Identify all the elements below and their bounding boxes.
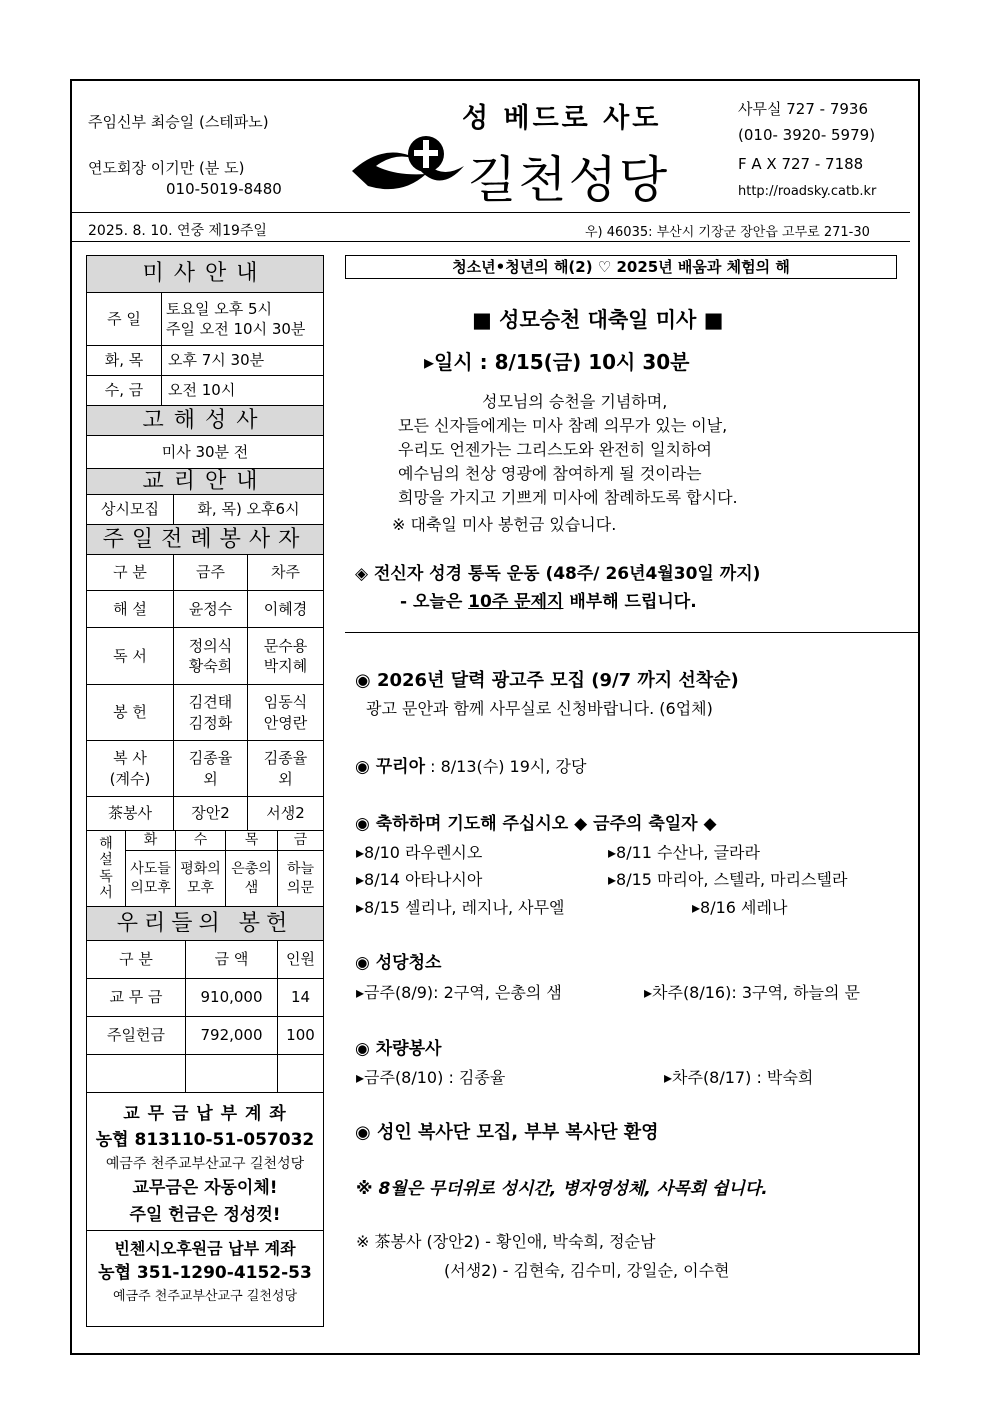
offering-count-sunday: 100 (277, 1016, 323, 1054)
account-title: 교 무 금 납 부 계 좌 (123, 1104, 287, 1124)
august-notice: ※ 8월은 무더위로 성시간, 병자영성체, 사목회 쉽니다. (356, 1179, 768, 1199)
vincent-account-title: 빈첸시오후원금 납부 계좌 (114, 1239, 296, 1258)
offering-empty-cell (185, 1054, 277, 1092)
header-bottom-divider (70, 241, 910, 242)
rosary-day-tue: 화 (125, 830, 175, 850)
offering-header-count: 인원 (277, 940, 323, 978)
servers-header-next: 차주 (247, 554, 323, 590)
rosary-day-thu: 목 (225, 830, 277, 850)
church-subtitle: 성 베드로 사도 (462, 103, 662, 134)
servers-section-title: 주일전례봉사자 (87, 524, 323, 554)
offering-amount-sunday: 792,000 (185, 1016, 277, 1054)
parking-title: ◉ 차량봉사 (355, 1039, 442, 1059)
bible-reading-title: ◈ 전신자 성경 통독 운동 (48주/ 26년4월30일 까지) (355, 564, 761, 584)
confession-time: 미사 30분 전 (87, 435, 323, 468)
rosary-day-wed: 수 (175, 830, 225, 850)
catechism-section-title: 교리안내 (87, 468, 323, 494)
mass-day-tue-thu: 화, 목 (87, 345, 161, 375)
feast-offering-note: ※ 대축일 미사 봉헌금 있습니다. (392, 515, 617, 534)
office-mobile: (010- 3920- 5979) (738, 126, 876, 144)
cleaning-title: ◉ 성당청소 (355, 953, 442, 973)
servers-offertory-next: 임동식 안영란 (247, 684, 323, 740)
servers-commentary-this: 윤정수 (173, 590, 247, 627)
church-address: 우) 46035: 부산시 기장군 장안읍 고무로 271-30 (585, 225, 870, 240)
feastday-item: ▸8/10 라우렌시오 (356, 843, 483, 862)
pastor: 주임신부 최승일 (스테파노) (88, 113, 269, 131)
curia-title: ◉ 꾸리아 (355, 757, 426, 777)
cleaning-next-week: ▸차주(8/16): 3구역, 하늘의 문 (644, 983, 861, 1002)
church-name: 길천성당 (468, 151, 670, 209)
feastday-item: ▸8/14 아타나시아 (356, 870, 483, 889)
servers-altar-next: 김종율 외 (247, 740, 323, 796)
offering-amount-tithe: 910,000 (185, 978, 277, 1016)
offering-header-amount: 금 액 (185, 940, 277, 978)
servers-tea-next: 서생2 (247, 796, 323, 830)
feast-line-3: 우리도 언젠가는 그리스도와 완전히 일치하여 (398, 440, 713, 459)
offering-count-tithe: 14 (277, 978, 323, 1016)
mass-time-wed-fri: 오전 10시 (161, 375, 323, 405)
offering-empty-cell (277, 1054, 323, 1092)
header-divider (70, 212, 910, 213)
bible-worksheet: 10주 문제지 (468, 592, 564, 612)
offering-section-title: 우리들의 봉헌 (87, 906, 323, 940)
offering-empty-row (87, 1054, 185, 1092)
mass-time-sunday: 주일 오전 10시 30분 (166, 320, 306, 338)
rosary-group-tue: 사도들 의모후 (125, 850, 175, 906)
offering-label-sunday: 주일헌금 (87, 1016, 185, 1054)
left-column (86, 255, 324, 1327)
bulletin-date: 2025. 8. 10. 연중 제19주일 (88, 223, 267, 239)
servers-role-altar: 복 사 (계수) (87, 740, 173, 796)
vincent-account-number: 농협 351-1290-4152-53 (98, 1263, 312, 1283)
confession-section-title: 고해성사 (87, 405, 323, 435)
account-number: 농협 813110-51-057032 (95, 1130, 315, 1151)
servers-role-offertory: 봉 헌 (87, 684, 173, 740)
year-theme-banner: 청소년•청년의 해(2) ♡ 2025년 배움과 체험의 해 (345, 255, 897, 279)
servers-role-commentary: 해 설 (87, 590, 173, 627)
calendar-ad-title: ◉ 2026년 달력 광고주 모집 (9/7 까지 선착순) (355, 670, 739, 691)
curia-text: : 8/13(수) 19시, 강당 (425, 757, 587, 776)
servers-commentary-next: 이혜경 (247, 590, 323, 627)
calendar-ad-text: 광고 문안과 함께 사무실로 신청바랍니다. (6업체) (366, 699, 713, 718)
servers-reading-next: 문수용 박지혜 (247, 627, 323, 684)
feastday-item: ▸8/11 수산나, 글라라 (608, 843, 760, 862)
mass-section-title: 미사안내 (87, 256, 323, 292)
feastday-item: ▸8/15 셀리나, 레지나, 사무엘 (356, 898, 565, 917)
council-phone: 010-5019-8480 (166, 180, 282, 198)
feast-line-5: 희망을 가지고 기쁘게 미사에 참례하도록 합시다. (398, 488, 738, 507)
rosary-group-thu: 은총의 샘 (225, 850, 277, 906)
feast-title: ■ 성모승천 대축일 미사 ■ (472, 308, 724, 332)
offering-header-label: 구 분 (87, 940, 185, 978)
servers-role-tea: 茶봉사 (87, 796, 173, 830)
mass-day-wed-fri: 수, 금 (87, 375, 161, 405)
altar-server-recruit: ◉ 성인 복사단 모집, 부부 복사단 환영 (355, 1122, 659, 1143)
vincent-account-holder: 예금주 천주교부산교구 길천성당 (112, 1288, 298, 1304)
servers-reading-this: 정의식 황숙희 (173, 627, 247, 684)
sunday-offering-notice: 주일 헌금은 정성껏! (129, 1204, 281, 1225)
feastday-item: ▸8/15 마리아, 스텔라, 마리스텔라 (608, 870, 848, 889)
feast-line-4: 예수님의 천상 영광에 참여하게 될 것이라는 (398, 464, 702, 483)
content-divider (345, 632, 918, 633)
church-logo-icon (348, 126, 466, 196)
feast-date: ▸일시 : 8/15(금) 10시 30분 (424, 350, 690, 374)
feastday-item: ▸8/16 세레나 (692, 898, 788, 917)
servers-tea-this: 장안2 (173, 796, 247, 830)
servers-altar-this: 김종율 외 (173, 740, 247, 796)
feast-line-2: 모든 신자들에게는 미사 참례 의무가 있는 이날, (398, 416, 728, 435)
offering-label-tithe: 교 무 금 (87, 978, 185, 1016)
rosary-label: 해 설 독 서 (87, 830, 125, 906)
account-holder: 예금주 천주교부산교구 길천성당 (105, 1155, 305, 1172)
rosary-day-fri: 금 (277, 830, 323, 850)
bible-reading-sub: - 오늘은 10주 문제지 배부해 드립니다. (400, 592, 697, 612)
office-phone: 사무실 727 - 7936 (738, 100, 868, 118)
servers-role-reading: 독 서 (87, 627, 173, 684)
servers-header-role: 구 분 (87, 554, 173, 590)
feast-line-1: 성모님의 승천을 기념하며, (482, 392, 668, 411)
servers-header-this: 금주 (173, 554, 247, 590)
feastday-title: ◉ 축하하며 기도해 주십시오 ◆ 금주의 축일자 ◆ (355, 814, 717, 834)
tithe-notice: 교무금은 자동이체! (132, 1178, 278, 1199)
tea-service-line-1: ※ 茶봉사 (장안2) - 황인애, 박숙희, 정순남 (356, 1232, 656, 1251)
website-link[interactable]: http://roadsky.catb.kr (738, 184, 877, 199)
cleaning-this-week: ▸금주(8/9): 2구역, 은총의 샘 (356, 983, 562, 1002)
mass-day-sunday: 주 일 (87, 292, 161, 345)
parking-this-week: ▸금주(8/10) : 김종율 (356, 1068, 506, 1087)
servers-offertory-this: 김견태 김정화 (173, 684, 247, 740)
mass-time-saturday: 토요일 오후 5시 (166, 299, 273, 318)
tea-service-line-2: (서생2) - 김현숙, 김수미, 강일순, 이수현 (444, 1261, 730, 1280)
catechism-time: 화, 목) 오후6시 (173, 494, 323, 524)
council-president: 연도회장 이기만 (분 도) (88, 159, 245, 177)
catechism-label: 상시모집 (87, 494, 173, 524)
parking-next-week: ▸차주(8/17) : 박숙희 (664, 1068, 814, 1087)
rosary-group-fri: 하늘 의문 (277, 850, 323, 906)
rosary-group-wed: 평화의 모후 (175, 850, 225, 906)
mass-time-tue-thu: 오후 7시 30분 (161, 345, 323, 375)
office-fax: F A X 727 - 7188 (738, 155, 864, 173)
